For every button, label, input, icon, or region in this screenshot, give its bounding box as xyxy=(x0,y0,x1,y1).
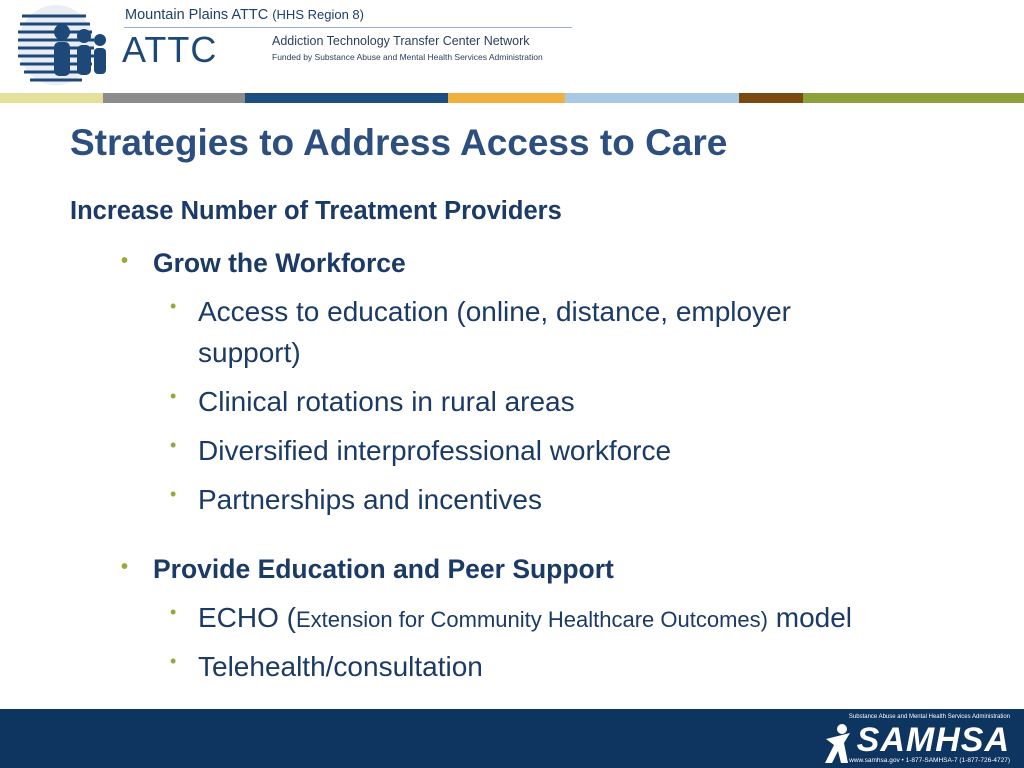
slide-subtitle: Increase Number of Treatment Providers xyxy=(70,197,562,225)
band-segment xyxy=(565,93,739,103)
list-item-text: support) xyxy=(198,337,301,368)
attc-people-logo-icon xyxy=(16,2,108,88)
bullet-icon: • xyxy=(121,556,129,578)
divider xyxy=(124,27,572,28)
bullet-icon: • xyxy=(170,435,177,455)
band-segment xyxy=(739,93,803,103)
bullet-icon: • xyxy=(170,296,177,316)
list-item-text xyxy=(198,598,852,640)
band-segment xyxy=(245,93,448,103)
section-label: Provide Education and Peer Support xyxy=(153,554,614,584)
samhsa-logo-word: SAMHSA xyxy=(856,721,1010,759)
slide-title: Strategies to Address Access to Care xyxy=(70,122,728,163)
list-item-text: Telehealth/consultation xyxy=(198,651,483,682)
footer xyxy=(0,709,1024,768)
org-name: Mountain Plains ATTC (HHS Region 8) xyxy=(125,7,364,23)
samhsa-contact: www.samhsa.gov • 1-877-SAMHSA-7 (1-877-726-4727) xyxy=(849,757,1010,764)
funded-by: Funded by Substance Abuse and Mental Health Services Administration xyxy=(272,52,543,62)
network-name: Addiction Technology Transfer Center Network xyxy=(272,34,530,48)
section-label: Grow the Workforce xyxy=(153,248,406,278)
bullet-icon: • xyxy=(170,484,177,504)
attc-logo-word: ATTC xyxy=(122,29,218,70)
bullet-icon: • xyxy=(170,651,177,671)
band-segment xyxy=(448,93,565,103)
echo-prefix: ECHO ( xyxy=(198,602,296,633)
band-segment xyxy=(103,93,245,103)
list-item-text: Clinical rotations in rural areas xyxy=(198,386,575,417)
list-item-text: Partnerships and incentives xyxy=(198,484,542,515)
bullet-icon: • xyxy=(170,386,177,406)
band-segment xyxy=(803,93,1024,103)
list-item-text: Diversified interprofessional workforce xyxy=(198,435,672,466)
echo-suffix: model xyxy=(767,602,853,633)
echo-expansion: Extension for Community Healthcare Outcomes) xyxy=(296,607,768,632)
band-segment xyxy=(0,93,103,103)
list-item-text: Access to education (online, distance, employer xyxy=(198,296,791,327)
bullet-icon: • xyxy=(170,602,177,622)
region-label: (HHS Region 8) xyxy=(272,7,364,22)
color-band xyxy=(0,93,1024,103)
bullet-icon: • xyxy=(121,250,129,272)
samhsa-tagline: Substance Abuse and Mental Health Services Administration xyxy=(848,714,1010,720)
header xyxy=(0,0,1024,93)
